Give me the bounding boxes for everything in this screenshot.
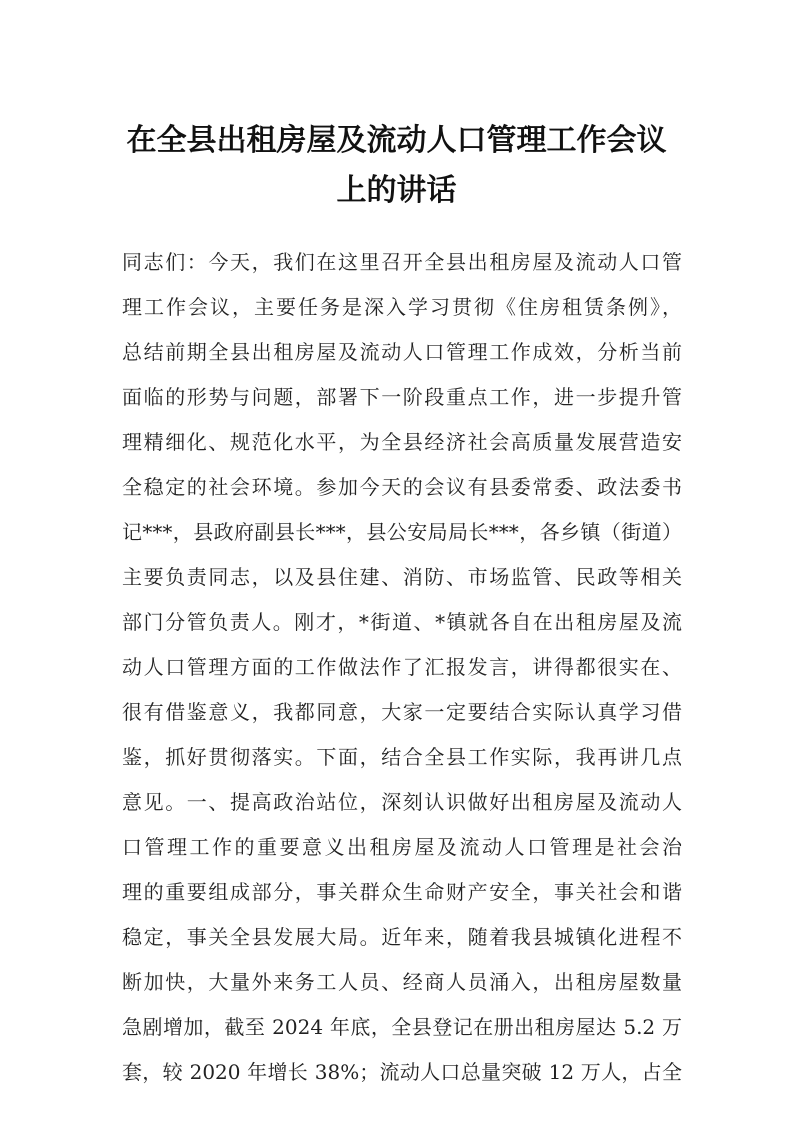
title-line: 上的讲话 [336,173,457,208]
title-line: 在全县出租房屋及流动人口管理工作会议 [126,123,667,158]
body-line: 急剧增加，截至 2024 年底，全县登记在册出租房屋达 5.2 万 [122,1015,682,1039]
body-line: 断加快，大量外来务工人员、经商人员涌入，出租房屋数量 [122,970,682,994]
body-line: 鉴，抓好贯彻落实。下面，结合全县工作实际，我再讲几点 [122,745,682,769]
body-line: 理工作会议，主要任务是深入学习贯彻《住房租赁条例》， [122,295,682,319]
body-line: 稳定，事关全县发展大局。近年来，随着我县城镇化进程不 [122,925,682,949]
body-line: 理精细化、规范化水平，为全县经济社会高质量发展营造安 [122,430,682,454]
body-line: 总结前期全县出租房屋及流动人口管理工作成效，分析当前 [122,340,682,364]
body-line: 同志们：今天，我们在这里召开全县出租房屋及流动人口管 [122,250,682,274]
body-line: 意见。一、提高政治站位，深刻认识做好出租房屋及流动人 [122,790,682,814]
body-line: 主要负责同志，以及县住建、消防、市场监管、民政等相关 [122,565,682,589]
body-line: 记***，县政府副县长***，县公安局局长***，各乡镇（街道） [122,520,682,544]
body-line: 部门分管负责人。刚才，*街道、*镇就各自在出租房屋及流 [122,610,682,634]
body-line: 面临的形势与问题，部署下一阶段重点工作，进一步提升管 [122,385,682,409]
body-line: 动人口管理方面的工作做法作了汇报发言，讲得都很实在、 [122,655,682,679]
document-title [100,116,693,216]
body-line: 套，较 2020 年增长 38%；流动人口总量突破 12 万人，占全 [122,1060,682,1084]
document-body [122,240,682,1095]
body-line: 理的重要组成部分，事关群众生命财产安全，事关社会和谐 [122,880,682,904]
body-line: 口管理工作的重要意义出租房屋及流动人口管理是社会治 [122,835,682,859]
body-line: 很有借鉴意义，我都同意，大家一定要结合实际认真学习借 [122,700,682,724]
body-line: 全稳定的社会环境。参加今天的会议有县委常委、政法委书 [122,475,682,499]
